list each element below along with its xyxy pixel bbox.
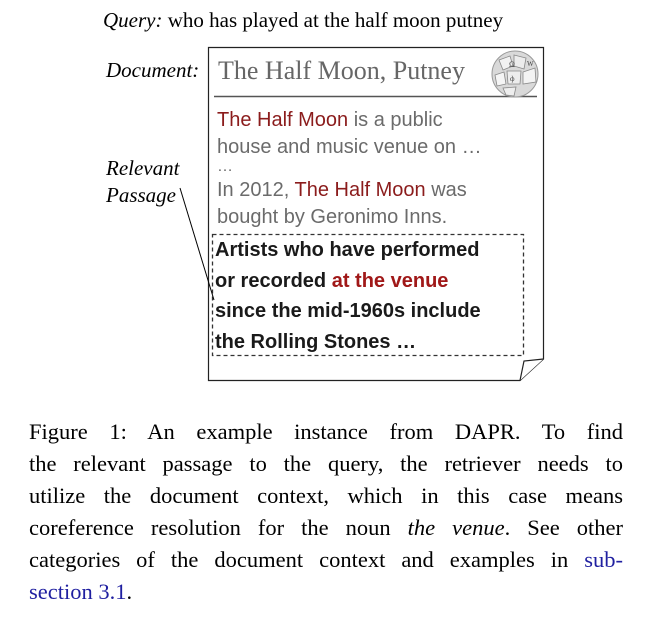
subsection-link[interactable]: section 3.1	[29, 579, 127, 604]
relevant-label-line: Passage	[106, 183, 176, 207]
svg-text:W: W	[527, 60, 534, 68]
document-title: The Half Moon, Putney	[218, 56, 465, 85]
relevant-passage-text	[215, 235, 481, 357]
omission-ellipsis: …	[217, 158, 233, 175]
paragraph-text: In 2012,	[217, 179, 295, 201]
caption-line: the relevant passage to the query, the retriever needs to	[29, 451, 623, 476]
caption-line: Figure 1: An example instance from DAPR. To find	[29, 419, 623, 444]
caption-line	[29, 576, 623, 608]
wikipedia-globe-icon	[492, 51, 538, 97]
query-label: Query:	[103, 8, 163, 32]
caption-emphasis: the venue	[407, 515, 505, 540]
caption-line	[29, 512, 623, 544]
caption-text: . See other	[504, 515, 624, 540]
svg-text:Ω: Ω	[509, 60, 515, 69]
svg-text:ф: ф	[510, 75, 515, 83]
paragraph-line: bought by Geronimo Inns.	[217, 206, 448, 228]
caption-line	[29, 544, 623, 576]
passage-line: the Rolling Stones …	[215, 330, 417, 353]
relevant-label-line: Relevant	[106, 156, 180, 180]
caption-text: coreference resolution for the noun	[29, 515, 408, 540]
paragraph-text: was	[425, 179, 467, 201]
paragraph-line	[217, 177, 467, 204]
passage-line: since the mid-1960s include	[215, 300, 481, 322]
passage-text: or recorded	[215, 269, 332, 292]
passage-line: Artists who have performed	[215, 239, 480, 261]
document-label: Document:	[106, 58, 200, 82]
paragraph-line: house and music venue on …	[217, 136, 482, 158]
coreference-mention: at the venue	[331, 269, 449, 292]
paragraph-line	[217, 107, 482, 134]
document-paragraph-2	[217, 177, 467, 231]
figure-caption	[29, 416, 623, 608]
passage-line	[215, 266, 481, 297]
entity-mention: The Half Moon	[217, 109, 349, 131]
caption-text: categories of the document context and examples in	[29, 547, 585, 572]
query-text: who has played at the half moon putney	[162, 8, 504, 32]
caption-line: utilize the document context, which in this case means	[29, 483, 623, 508]
document-paragraph-1	[217, 107, 482, 161]
subsection-link[interactable]: sub-	[584, 547, 623, 572]
paragraph-text: is a public	[348, 109, 443, 131]
caption-text: .	[126, 579, 133, 604]
entity-mention: The Half Moon	[294, 179, 426, 201]
